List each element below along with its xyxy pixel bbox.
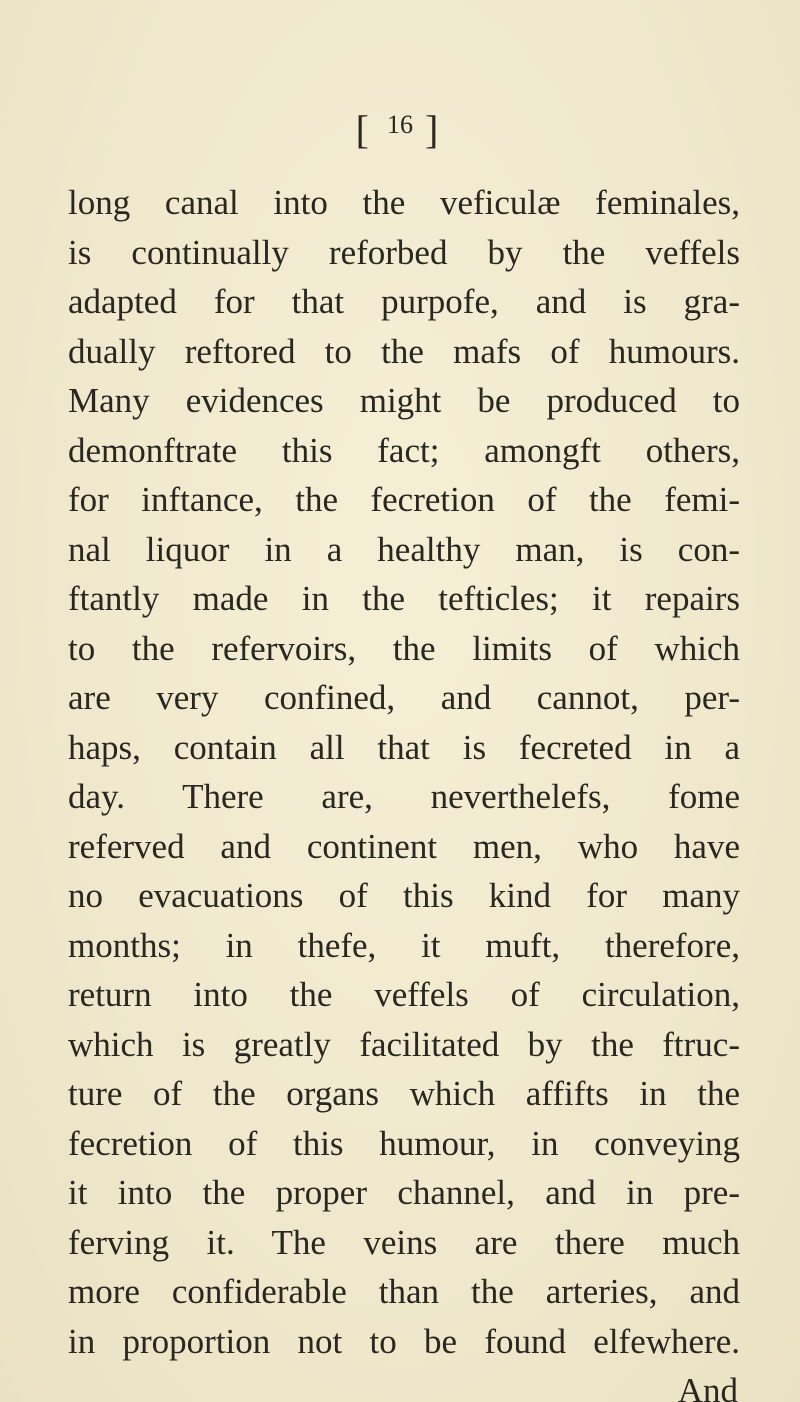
text-line-5: Many evidences might be produced to bbox=[68, 381, 740, 420]
body-text bbox=[68, 178, 740, 1402]
text-line-9: ftantly made in the tefticles; it repairs bbox=[68, 579, 740, 618]
text-line-4: dually reftored to the mafs of humours. bbox=[68, 331, 740, 371]
text-line-15: no evacuations of this kind for many bbox=[68, 876, 740, 915]
text-line-24: in proportion not to be found elfewhere. bbox=[68, 1321, 740, 1361]
text-line-1: long canal into the veficulæ feminales, bbox=[68, 183, 740, 222]
text-line-18: which is greatly facilitated by the ftruc- bbox=[68, 1024, 740, 1064]
text-line-21: it into the proper channel, and in pre- bbox=[68, 1173, 740, 1212]
catchword: And bbox=[677, 1371, 738, 1402]
text-line-19: ture of the organs which affifts in the bbox=[68, 1074, 740, 1113]
text-line-2: is continually reforbed by the veffels bbox=[68, 232, 740, 272]
text-line-6: demonftrate this fact; amongft others, bbox=[68, 430, 740, 470]
header-open-bracket: [ bbox=[355, 107, 375, 152]
header-close-bracket: ] bbox=[425, 107, 445, 152]
page-header bbox=[0, 106, 800, 153]
text-line-16: months; in thefe, it muft, therefore, bbox=[68, 925, 740, 965]
page-number: 16 bbox=[387, 110, 413, 139]
text-line-3: adapted for that purpofe, and is gra- bbox=[68, 282, 740, 321]
text-line-7: for inftance, the fecretion of the femi- bbox=[68, 480, 740, 519]
text-line-12: haps, contain all that is fecreted in a bbox=[68, 727, 740, 767]
text-line-8: nal liquor in a healthy man, is con- bbox=[68, 529, 740, 569]
text-line-11: are very confined, and cannot, per- bbox=[68, 678, 740, 717]
text-line-20: fecretion of this humour, in conveying bbox=[68, 1123, 740, 1163]
text-line-17: return into the veffels of circulation, bbox=[68, 975, 740, 1014]
text-line-23: more confiderable than the arteries, and bbox=[68, 1272, 740, 1311]
text-line-13: day. There are, neverthelefs, fome bbox=[68, 777, 740, 816]
text-line-10: to the refervoirs, the limits of which bbox=[68, 628, 740, 668]
text-line-22: ferving it. The veins are there much bbox=[68, 1222, 740, 1262]
text-line-14: referved and continent men, who have bbox=[68, 826, 740, 866]
